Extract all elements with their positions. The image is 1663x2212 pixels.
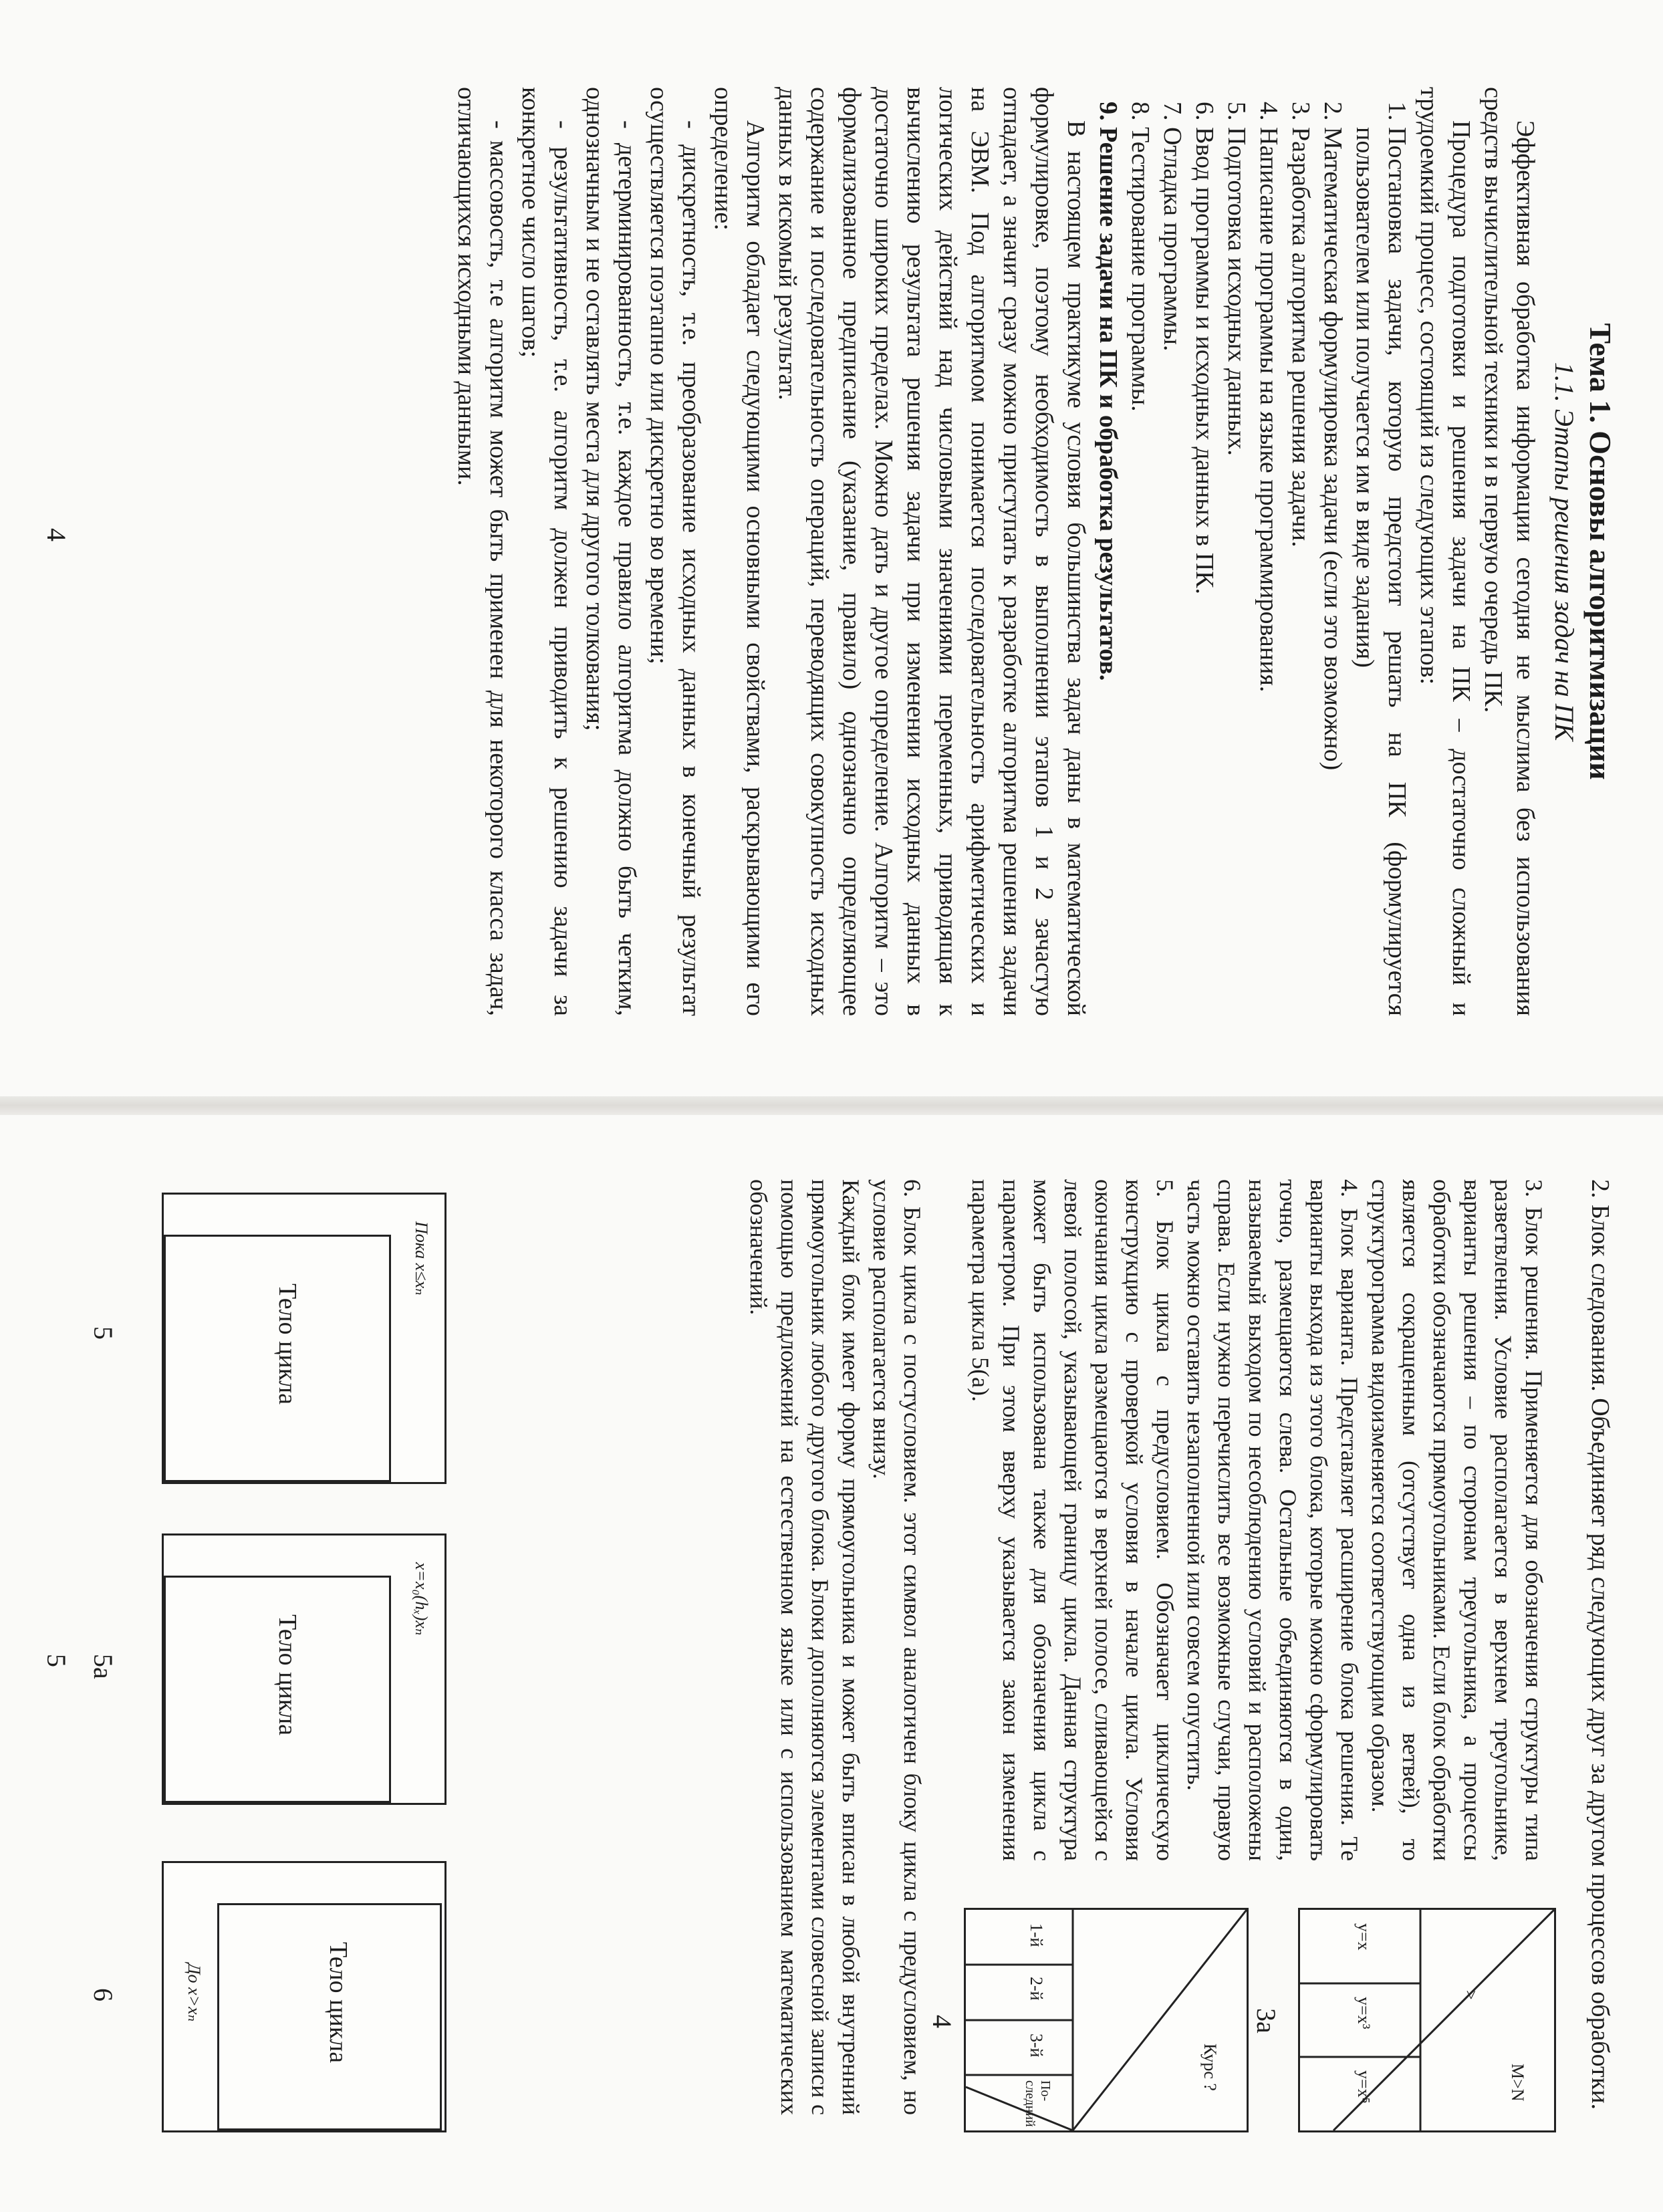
page-number-right: 5 [41,1654,72,1667]
figure-3a-decision [1298,1908,1556,2132]
figure-5-loop-body [164,1235,391,1482]
stage-item: 2. Математическая формулировка задачи (если это возможно) [1317,127,1349,1016]
right-text-top [1584,1179,1616,2115]
figure-5a-loop-body [164,1576,391,1803]
stages-list [1092,87,1413,1016]
stage-item: 6. Ввод программы и исходных данных в ПК. [1188,127,1221,1016]
figure-4-case: 1-й [1027,1923,1046,1947]
item-4-variant-block: 4. Блок варианта. Представляет расширение блока решения. Те варианты выхода из этого блока, которые можно сформулировать точно, размещаются слева. Остальные объединяются в один, называемый выходом по несоблюдению условий и расположены справа. Если нужно перечислить все возможные случаи, правую часть можно оставить незаполненной или совсем опустить. [1182,1179,1363,1861]
stage-item: 1. Постановка задачи, которую предстоит решать на ПК (формулируется пользователем или получается им в виде задания) [1349,127,1413,1016]
figure-3a-number: 3a [1251,2008,1281,2034]
property-item: - дискретность, т.е. преобразование исходных данных в конечный результат осуществляется поэтапно или дискретно во времени; [645,87,705,1016]
item-2-sequence-block: 2. Блок следования. Объединяет ряд следующих друг за другом процессов обработки. [1586,1179,1614,2110]
page-number-left: 4 [41,528,72,541]
right-text-column [965,1179,1549,1861]
figure-5-condition: Пока x≤xₙ [412,1221,431,1296]
page-right [0,1106,1663,2212]
figure-3a-condition: M>N [1508,2064,1527,2102]
figure-3a-branch: y=x³ [1354,1997,1374,2030]
figure-5a-body-label: Тело цикла [273,1614,301,1736]
figure-4-lines [966,1910,1247,2130]
practice-paragraph: В настоящем практикуме условия большинства задач даны в математической формулировке, поэтому необходимость в выполнении этапов 1 и 2 зачастую отпадает, а значит сразу можно приступать к разработке алгоритма решения задачи на ЭВМ. Под алгоритмом понимается последовательность арифметических и логических действий над числовыми значениями переменных, приводящая к вычислению результата решения задачи при изменении исходных данных в достаточно широких пределах. Можно дать и другое определение. Алгоритм – это формализованное предписание (указание, правило) однозначно определяющее содержание и последовательность операций, переводящих совокупность исходных данных в искомый результат. [773,87,1090,1016]
figure-3a-mark: > [1461,1990,1481,2000]
procedure-paragraph: Процедура подготовки и решения задачи на ПК – достаточно сложный и трудоемкий процесс, состоящий из следующих этапов: [1415,87,1475,1016]
figure-3a-branch: y=x⁵ [1354,2070,1374,2104]
page-title: Тема 1. Основы алгоритмизации [1583,323,1618,780]
item-3-decision-block: 3. Блок решения. Применяется для обозначения структуры типа разветвления. Условие располагается в верхнем треугольнике, варианты решения – по сторонам треугольника, а процессы обработки обозначаются прямоугольниками. Если блок обработки является сокращенным (отсутствует одна из ветвей), то структурограмма видоизменяется соответствующим образом. [1367,1179,1547,1861]
stage-item: 3. Разработка алгоритма решения задачи. [1285,127,1317,1016]
figure-4-case: 3-й [1027,2034,1046,2058]
stage-item: 7. Отладка программы. [1156,127,1188,1016]
stage-item: 5. Подготовка исходных данных. [1221,127,1253,1016]
figure-3a-branch: y=x [1354,1923,1374,1951]
item-5-precondition-loop: 5. Блок цикла с предусловием. Обозначает циклическую конструкцию с проверкой условия в начале цикла. Условия окончания цикла размещаются в верхней полосе, сливающейся с левой полосой, указывающей границу цикла. Данная структура может быть использована также для обозначения цикла с параметром. При этом вверху указывается закон изменения параметра цикла 5(а). [967,1179,1178,1861]
figure-5-number: 5 [88,1326,118,1340]
intro-paragraph: Эффективная обработка информации сегодня не мыслима без использования средств вычислительной техники и в первую очередь ПК. [1479,87,1539,1016]
figure-4-case: По- следний [1023,2080,1053,2127]
figure-4-case: 2-й [1027,1977,1046,2001]
figure-6-postcondition-loop [162,1861,446,2132]
figure-6-body-label: Тело цикла [324,1942,352,2064]
property-item: - результативность, т.е. алгоритм должен приводить к решению задачи за конкретное число шагов; [517,87,577,1016]
item-6-postcondition-loop: 6. Блок цикла с постусловием. этот символ аналогичен блоку цикла с предусловием, но условие располагается внизу. [868,1179,926,2115]
figure-5a-number: 5a [88,1654,118,1679]
left-text-column [451,87,1616,1016]
stage-item: 4. Написание программы на языке программирования. [1253,127,1285,1016]
section-subtitle: 1.1. Этапы решения задач на ПК [1549,362,1579,741]
figure-5a-condition: x=x₀(hₓ)xₙ [412,1562,431,1636]
figure-6-number: 6 [88,1988,118,2001]
figure-4-condition: Курс ? [1200,2044,1220,2091]
properties-intro: Алгоритм обладает следующими основными свойствами, раскрывающими его определение: [709,87,769,1016]
closing-paragraph: Каждый блок имеет форму прямоугольника и может быть вписан в любой внутренний прямоугольник любого другого блока. Блоки дополняются элементами словесной записи с помощью предложений на естественном языке или с использованием математических обозначений. [745,1179,864,2115]
figure-6-condition: До x>xₙ [184,1963,204,2022]
stage-item: 9. Решение задачи на ПК и обработка результатов. [1092,127,1124,1016]
figure-5-body-label: Тело цикла [273,1283,301,1405]
figure-5-precondition-loop [162,1193,446,1484]
property-item: - массовость, т.е алгоритм может быть применен для некоторого класса задач, отличающихся исходными данными. [453,87,513,1016]
figure-4-variant [964,1908,1249,2132]
property-item: - детерминированность, т.е. каждое правило алгоритма должно быть четким, однозначным и не оставлять места для другого толкования; [581,87,641,1016]
figure-4-number: 4 [927,2015,957,2028]
figure-6-loop-body [217,1903,442,2130]
stage-item: 8. Тестирование программы. [1124,127,1156,1016]
figure-5a-parameter-loop [162,1533,446,1805]
right-text-bottom [743,1179,928,2115]
